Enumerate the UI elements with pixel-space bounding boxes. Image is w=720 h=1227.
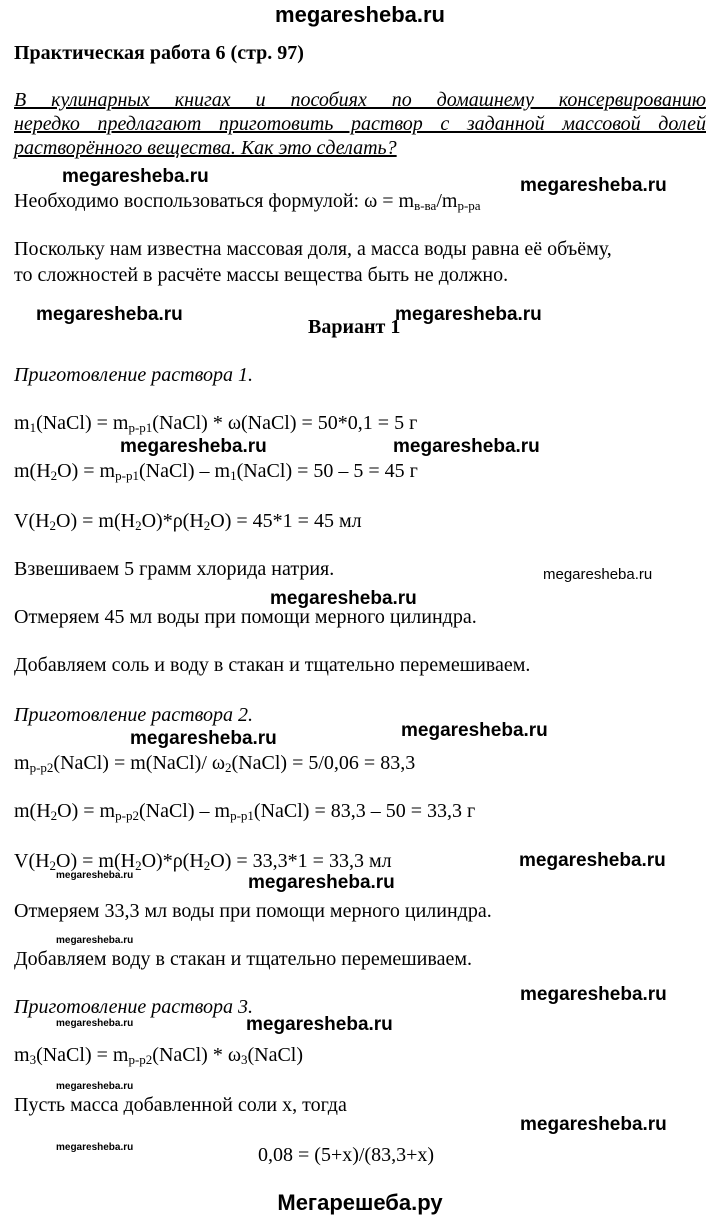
equation: $m_{р-р2}(NaCl)$ = m(NaCl)/ $\omega_2(NaCl) = 5/0,06 = 83,3$ — [14, 752, 416, 775]
watermark: megaresheba.ru — [56, 935, 134, 946]
site-header: megaresheba.ru — [275, 2, 445, 27]
formula-sub: в-ва — [414, 198, 437, 213]
watermark: megaresheba.ru — [543, 566, 653, 583]
equation: $V(H_2O) = m(H_2O)*\rho(H_2O) = 45*1 = 45$ мл — [14, 510, 362, 533]
equation: $m(H_2O)$ = $m_{р-р2}(NaCl)$ – $m_{р-р1}(NaCl) = 83,3 - 50 = 33,3$ г — [14, 800, 476, 823]
equation: $m_1(NaCl)$ = $m_{р-р1}(NaCl)$ * ω(NaCl) = 50*0,1 = 5 г — [14, 412, 418, 435]
step-text: Пусть масса добавленной соли x, тогда — [14, 1094, 347, 1116]
watermark: megaresheba.ru — [56, 1081, 134, 1092]
watermark: megaresheba.ru — [395, 304, 542, 325]
equation: 0,08 = (5+x)/(83,3+x) — [258, 1144, 435, 1166]
watermark: megaresheba.ru — [248, 872, 395, 893]
formula-sub: р-ра — [457, 198, 481, 213]
watermark: megaresheba.ru — [270, 588, 417, 609]
formula-line — [14, 188, 481, 214]
step-text: Добавляем соль и воду в стакан и тщательно перемешиваем. — [14, 654, 531, 676]
watermark: megaresheba.ru — [246, 1014, 393, 1035]
task-line: нередко предлагают приготовить раствор с заданной массовой долей — [14, 113, 706, 135]
watermark: megaresheba.ru — [56, 1018, 134, 1029]
task-line: растворённого вещества. Как это сделать? — [14, 137, 397, 159]
site-footer: Мегарешеба.ру — [277, 1190, 443, 1215]
watermark: megaresheba.ru — [62, 166, 209, 187]
watermark: megaresheba.ru — [520, 1114, 667, 1135]
watermark: megaresheba.ru — [401, 720, 548, 741]
watermark: megaresheba.ru — [56, 1142, 134, 1153]
intro-line: то сложностей в расчёте массы вещества быть не должно. — [14, 264, 509, 286]
formula-text: /m — [436, 190, 458, 212]
variant-heading: Вариант 1 — [308, 316, 401, 338]
intro-line: Поскольку нам известна массовая доля, а масса воды равна её объёму, — [14, 238, 612, 260]
watermark: megaresheba.ru — [520, 175, 667, 196]
watermark: megaresheba.ru — [519, 850, 666, 871]
watermark: megaresheba.ru — [36, 304, 183, 325]
step-text: Отмеряем 45 мл воды при помощи мерного цилиндра. — [14, 606, 477, 628]
formula-text: Необходимо воспользоваться формулой: ω = m — [14, 190, 415, 212]
watermark: megaresheba.ru — [520, 984, 667, 1005]
equation: $V(H_2O) = m(H_2O)*\rho(H_2O) = 33,3*1 = 33,3$ мл — [14, 850, 392, 873]
section-heading: Приготовление раствора 3. — [14, 996, 254, 1018]
page-title: Практическая работа 6 (стр. 97) — [14, 42, 304, 64]
equation: $m_3(NaCl)$ = $m_{р-р2}(NaCl)$ * $\omega_3(NaCl)$ — [14, 1044, 304, 1067]
task-text — [14, 88, 706, 160]
section-heading: Приготовление раствора 1. — [14, 364, 254, 386]
step-text: Добавляем воду в стакан и тщательно перемешиваем. — [14, 948, 472, 970]
watermark: megaresheba.ru — [393, 436, 540, 457]
step-text: Взвешиваем 5 грамм хлорида натрия. — [14, 558, 335, 580]
task-line: В кулинарных книгах и пособиях по домашнему консервированию — [14, 89, 706, 111]
section-heading: Приготовление раствора 2. — [14, 704, 254, 726]
equation: $m(H_2O)$ = $m_{р-р1}(NaCl)$ – $m_1(NaCl) = 50 - 5 = 45$ г — [14, 460, 418, 483]
watermark: megaresheba.ru — [120, 436, 267, 457]
step-text: Отмеряем 33,3 мл воды при помощи мерного цилиндра. — [14, 900, 492, 922]
watermark: megaresheba.ru — [130, 728, 277, 749]
watermark: megaresheba.ru — [56, 870, 134, 881]
